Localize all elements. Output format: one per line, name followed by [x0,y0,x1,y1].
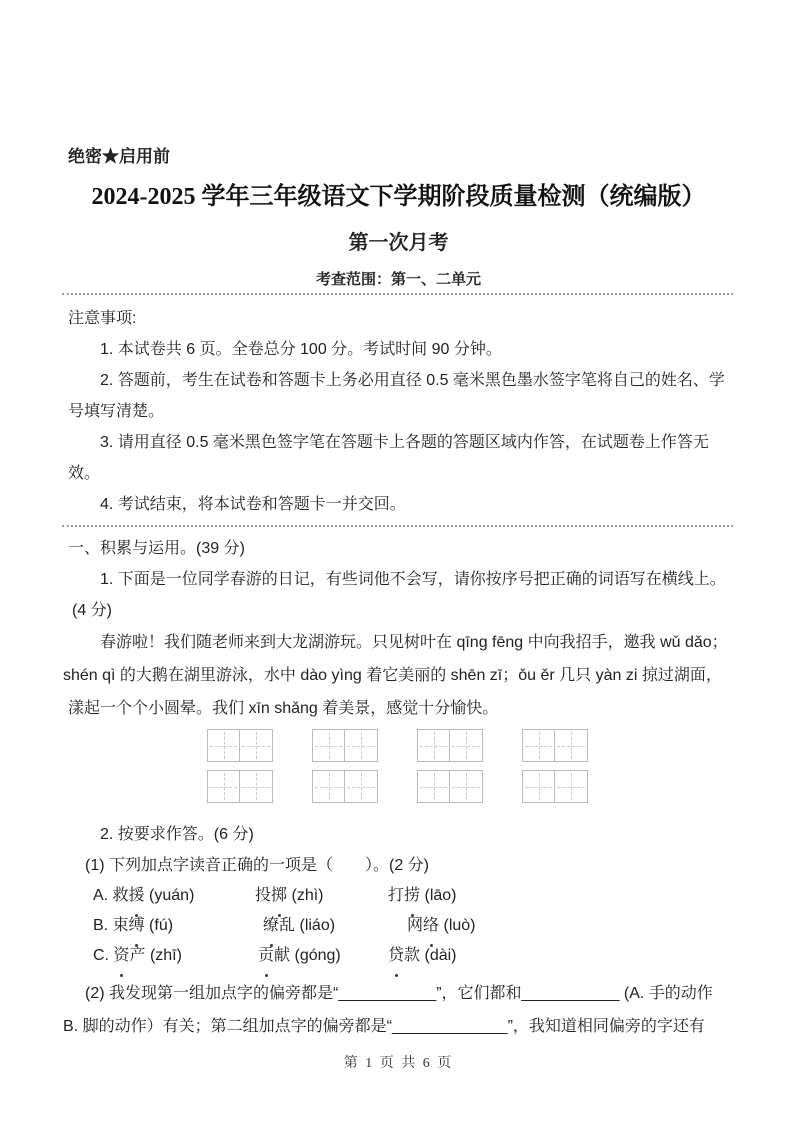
notice-heading: 注意事项: [68,310,137,327]
dotted-divider-top [62,293,733,295]
diary-line-1: 春游啦！我们随老师来到大龙湖游玩。只见树叶在 qīng fēng 中向我招手，邀我 wǔ dǎo； [100,634,728,651]
word-pinyin: (yuán) [149,887,195,904]
word-pre: A. 救 [93,887,129,904]
tianzige-cell [312,770,345,803]
tianzige-cell [207,770,240,803]
word-post: 款 [404,947,421,964]
notice-item-4: 4. 考试结束，将本试卷和答题卡一并交回。 [100,496,406,513]
tianzige-cell [522,729,555,762]
word-dotted-char: 贡 [258,941,274,971]
word-pre: 投 [255,887,272,904]
tianzige-cell [345,770,378,803]
diary-line-2: shén qì 的大鹅在湖里游泳，水中 dào yìng 着它美丽的 shēn zī；ǒu ěr 几只 yàn zi 掠过湖面， [63,667,722,684]
word-dotted-char: 援 [129,881,145,911]
word-pinyin: (lāo) [424,887,457,904]
tianzige-cell [417,770,450,803]
page-title: 2024-2025 学年三年级语文下学期阶段质量检测（统编版） [91,184,706,210]
notice-item-3-cont: 效。 [68,465,101,482]
tianzige-cell [207,729,240,762]
option-row-c [93,941,729,971]
option-word [255,881,388,911]
word-dotted-char: 资 [113,941,129,971]
word-pinyin: (fú) [149,917,174,934]
dotted-divider-bottom [62,525,733,527]
tianzige-cell [450,729,483,762]
option-word [93,941,255,971]
section-1-heading: 一、积累与运用。(39 分) [68,540,245,557]
word-pinyin: (góng) [294,947,341,964]
writing-grid-group [522,729,588,762]
word-dotted-char: 络 [423,911,439,941]
word-dotted-char: 贷 [388,941,404,971]
writing-grid-group [207,729,273,762]
word-pinyin: (liáo) [299,917,336,934]
tianzige-cell [417,729,450,762]
page-number-footer: 第 1 页 共 6 页 [343,1056,454,1071]
word-pre: C. [93,947,114,964]
question-2-2-line-2: B. 脚的动作）有关；第二组加点字的偏旁都是“_____________”，我知道相同偏旁的字还有 [63,1018,705,1035]
writing-grid-group [207,770,273,803]
tianzige-cell [240,729,273,762]
writing-grid-block [207,729,729,803]
word-pinyin: (dài) [424,947,457,964]
word-pre: B. 束 [93,917,129,934]
option-word [388,911,476,941]
option-word [93,881,255,911]
word-dotted-char: 缚 [129,911,145,941]
word-post: 乱 [279,917,296,934]
writing-grid-row [207,770,729,803]
option-word [388,881,457,911]
exam-scope: 考查范围：第一、二单元 [315,272,481,288]
secret-label: 绝密★启用前 [68,147,170,166]
question-1-prompt: 1. 下面是一位同学春游的日记，有些词他不会写，请你按序号把正确的词语写在横线上。 [100,571,726,588]
word-post: 产 [129,947,146,964]
tianzige-cell [522,770,555,803]
question-2-1-prompt: (1) 下列加点字读音正确的一项是（ ）。(2 分) [85,857,430,874]
tianzige-cell [555,729,588,762]
word-post: 献 [274,947,291,964]
writing-grid-group [522,770,588,803]
question-2-2-line-1: (2) 我发现第一组加点字的偏旁都是“___________”，它们都和___________ (A. 手的动作 [85,985,713,1002]
notice-item-1: 1. 本试卷共 6 页。全卷总分 100 分。考试时间 90 分钟。 [100,341,502,358]
writing-grid-group [312,770,378,803]
word-pinyin: (zhì) [291,887,324,904]
option-word [255,941,388,971]
word-pre: 打 [388,887,405,904]
notice-item-2-cont: 号填写清楚。 [68,403,165,420]
word-dotted-char: 缭 [263,911,279,941]
writing-grid-row [207,729,729,762]
tianzige-cell [345,729,378,762]
tianzige-cell [312,729,345,762]
question-2-prompt: 2. 按要求作答。(6 分) [100,826,254,843]
exam-name: 第一次月考 [348,232,449,254]
option-word [255,911,388,941]
word-dotted-char: 捞 [404,881,420,911]
writing-grid-group [417,729,483,762]
option-word [388,941,457,971]
question-1-score: (4 分) [72,602,113,619]
writing-grid-group [312,729,378,762]
tianzige-cell [240,770,273,803]
tianzige-cell [450,770,483,803]
word-pre: 网 [407,917,424,934]
word-pinyin: (zhī) [149,947,182,964]
option-row-a [93,881,729,911]
word-dotted-char: 掷 [271,881,287,911]
notice-item-3: 3. 请用直径 0.5 毫米黑色签字笔在答题卡上各题的答题区域内作答，在试题卷上作答无 [100,434,709,451]
tianzige-cell [555,770,588,803]
word-pinyin: (luò) [443,917,476,934]
diary-line-3: 漾起一个个小圆晕。我们 xīn shǎng 着美景，感觉十分愉快。 [68,700,499,717]
option-word [93,911,255,941]
writing-grid-group [417,770,483,803]
notice-item-2: 2. 答题前，考生在试卷和答题卡上务必用直径 0.5 毫米黑色墨水签字笔将自己的姓名、学 [100,372,725,389]
